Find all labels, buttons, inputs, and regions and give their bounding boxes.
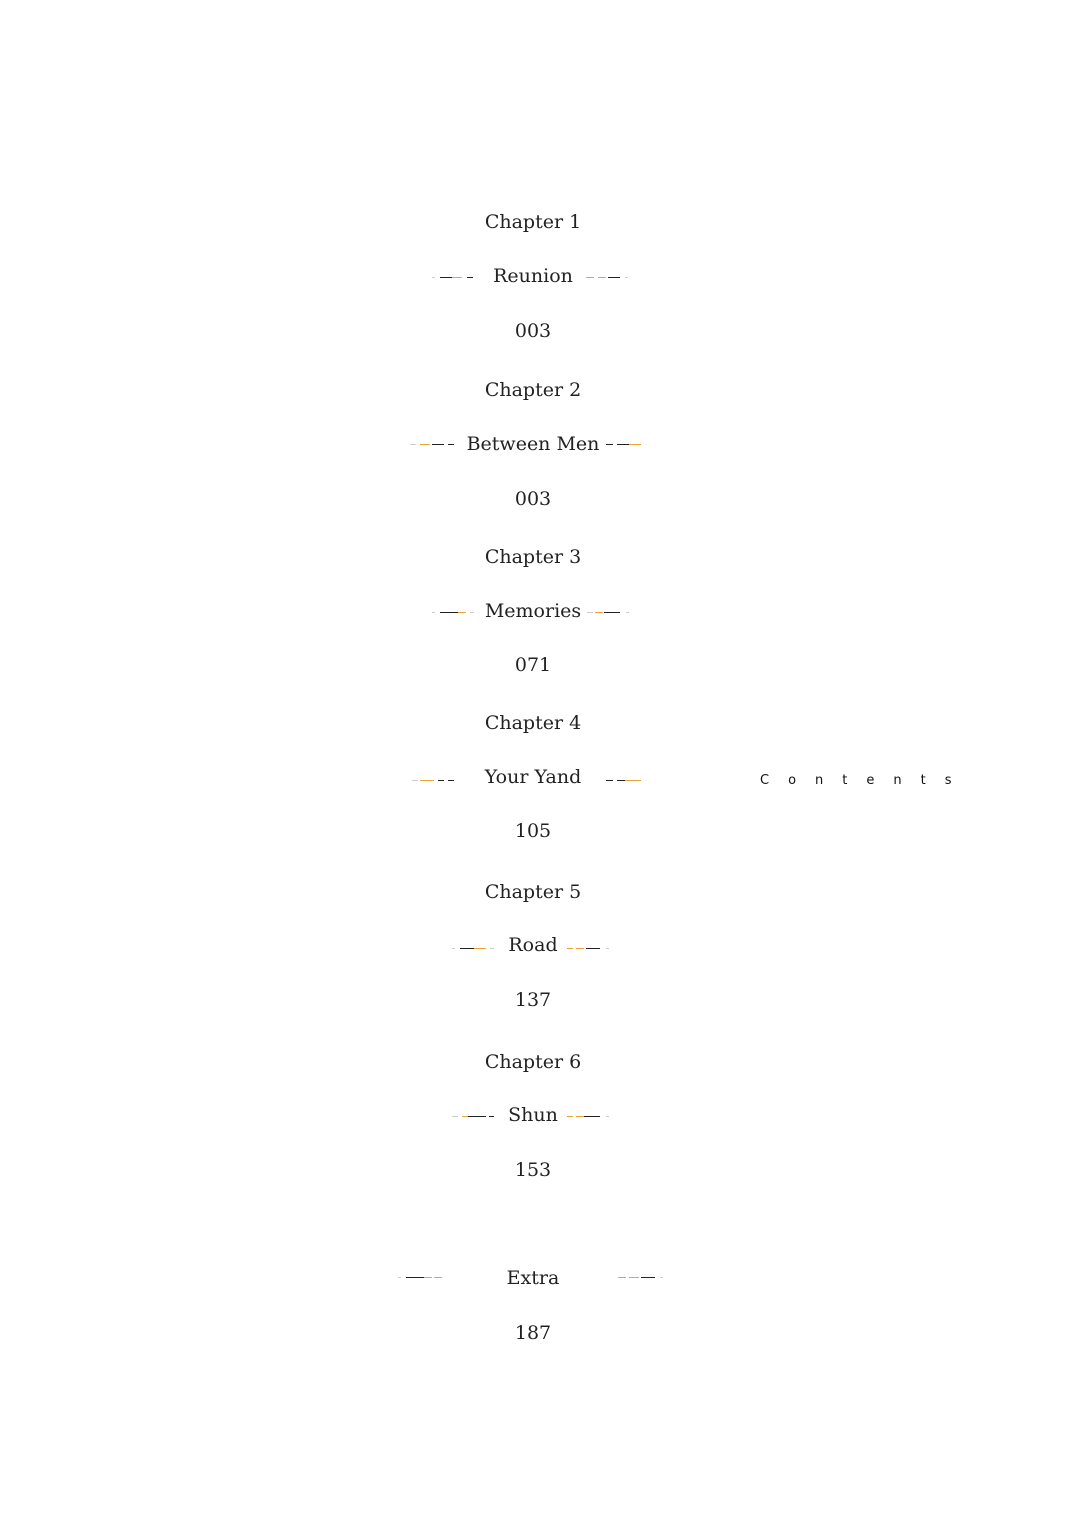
ornament-right xyxy=(567,946,609,952)
extra-page: 187 xyxy=(514,1322,552,1344)
ornament-right xyxy=(587,610,629,616)
ornament-right xyxy=(606,442,642,448)
extra-title: Extra xyxy=(506,1267,560,1289)
ornament-right xyxy=(606,778,642,784)
chapter-4-page: 105 xyxy=(514,820,552,842)
chapter-4-label: Chapter 4 xyxy=(484,712,582,734)
chapter-6-title: Shun xyxy=(508,1104,558,1126)
ornament-right xyxy=(567,1114,609,1120)
chapter-5-label: Chapter 5 xyxy=(484,881,582,903)
chapter-6-page: 153 xyxy=(514,1159,552,1181)
chapter-1-page: 003 xyxy=(514,320,552,342)
chapter-3-page: 071 xyxy=(514,654,552,676)
chapter-3-title: Memories xyxy=(484,600,582,622)
chapter-2-label: Chapter 2 xyxy=(484,379,582,401)
ornament-right xyxy=(586,275,628,281)
chapter-4-title: Your Yand xyxy=(484,766,582,788)
chapter-5-title: Road xyxy=(508,934,558,956)
chapter-6-label: Chapter 6 xyxy=(484,1051,582,1073)
contents-heading: Contents xyxy=(760,773,971,788)
ornament-right xyxy=(618,1275,664,1281)
chapter-2-page: 003 xyxy=(514,488,552,510)
chapter-1-title: Reunion xyxy=(493,265,573,287)
chapter-2-title: Between Men xyxy=(466,433,600,455)
chapter-1-label: Chapter 1 xyxy=(484,211,582,233)
chapter-5-page: 137 xyxy=(514,989,552,1011)
chapter-3-label: Chapter 3 xyxy=(484,546,582,568)
